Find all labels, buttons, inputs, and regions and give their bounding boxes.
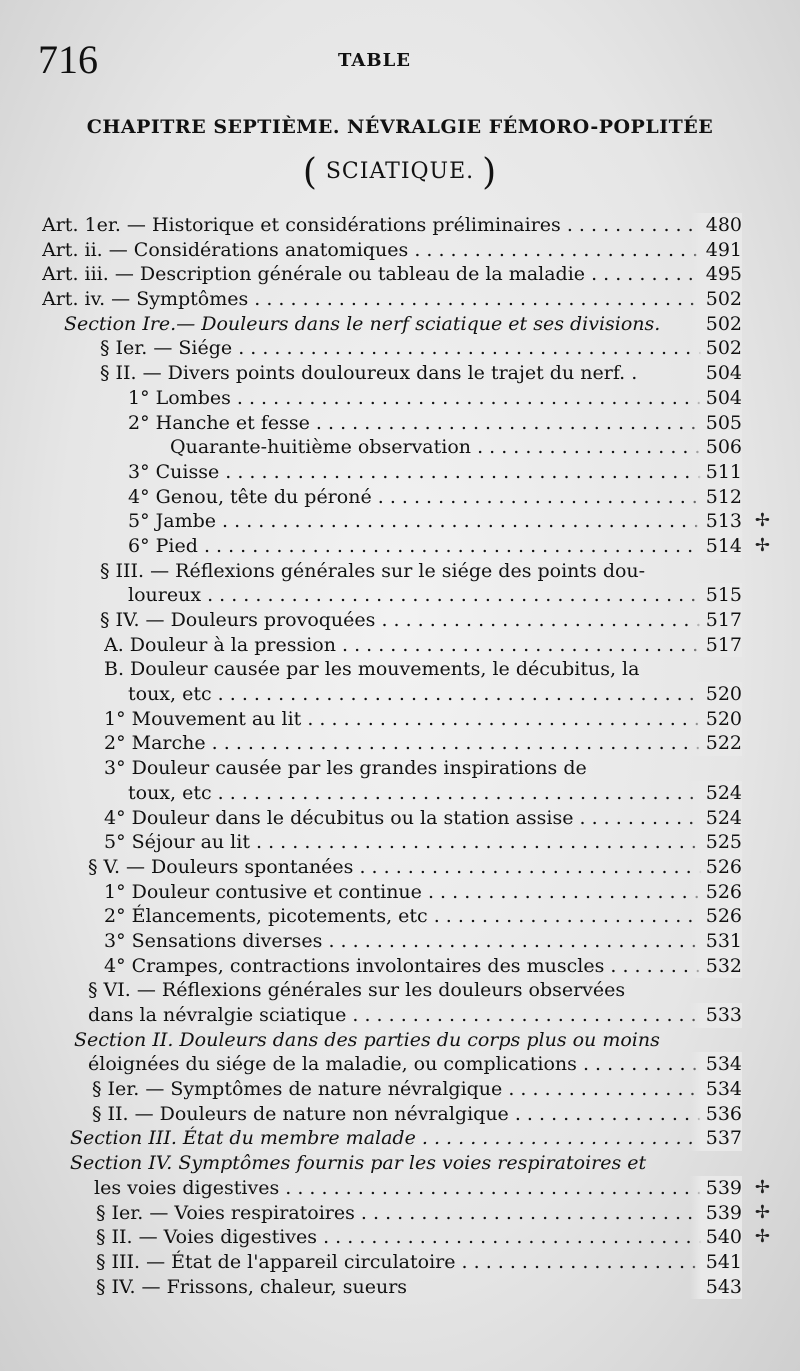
toc-page-number: 506 — [690, 435, 742, 460]
toc-entry: les voies digestives . . . 539 ✢ — [94, 1176, 742, 1201]
margin-mark-icon: ✢ — [754, 1226, 770, 1248]
toc-entry: 1° Lombes . . . 504 — [128, 386, 742, 411]
toc-page-number: 495 — [690, 262, 742, 287]
toc-entry: Art. iii. — Description générale ou tableau de la maladie . . . 495 — [42, 262, 742, 287]
chapter-subtitle-text: SCIATIQUE. — [325, 159, 475, 184]
toc-entry: 5° Jambe . . . 513 ✢ — [128, 509, 742, 534]
toc-entry: § VI. — Réflexions générales sur les douleurs observées — [88, 979, 626, 1002]
toc-page-number: 531 — [690, 929, 742, 954]
toc-entry: toux, etc . . . 520 — [128, 682, 742, 707]
toc-page-number: 520 — [690, 707, 742, 732]
toc-page-number: 524 — [690, 806, 742, 831]
toc-entry: toux, etc . . . 524 — [128, 781, 742, 806]
table-of-contents — [42, 213, 770, 1299]
page-header — [38, 30, 760, 80]
toc-page-number: 480 — [690, 213, 742, 238]
toc-entry: § V. — Douleurs spontanées . . . 526 — [88, 855, 742, 880]
toc-entry: Section III. État du membre malade . . . 537 — [70, 1126, 742, 1151]
toc-page-number: 517 — [690, 608, 742, 633]
toc-entry: § III. — État de l'appareil circulatoire . . . 541 — [96, 1250, 742, 1275]
toc-entry: 3° Douleur causée par les grandes inspirations de — [104, 757, 587, 780]
toc-entry: A. Douleur à la pression . . . 517 — [104, 633, 742, 658]
toc-entry: 5° Séjour au lit . . . 525 — [104, 830, 742, 855]
toc-page-number: 532 — [690, 954, 742, 979]
toc-page-number: 526 — [690, 855, 742, 880]
toc-entry: 6° Pied . . . 514 ✢ — [128, 534, 742, 559]
toc-page-number: 491 — [690, 238, 742, 263]
toc-entry: § Ier. — Symptômes de nature névralgique . . . 534 — [92, 1077, 742, 1102]
toc-entry: Section Ire.— Douleurs dans le nerf sciatique et ses divisions. 502 — [64, 312, 742, 335]
margin-mark-icon: ✢ — [754, 1201, 770, 1223]
toc-page-number: 505 — [690, 411, 742, 436]
toc-page-number: 526 — [690, 880, 742, 905]
toc-entry: Quarante-huitième observation . . . 506 — [170, 435, 742, 460]
toc-page-number: 514 ✢ — [690, 534, 742, 559]
toc-entry: § IV. — Frissons, chaleur, sueurs 543 — [96, 1275, 742, 1298]
toc-entry: Art. 1er. — Historique et considérations préliminaires . . . 480 — [42, 213, 742, 238]
toc-entry: § Ier. — Voies respiratoires . . . 539 ✢ — [96, 1201, 742, 1226]
toc-page-number: 511 — [690, 460, 742, 485]
margin-mark-icon: ✢ — [754, 510, 770, 532]
toc-entry: 1° Mouvement au lit . . . 520 — [104, 707, 742, 732]
toc-page-number: 502 — [690, 287, 742, 312]
toc-page-number: 534 — [690, 1077, 742, 1102]
toc-entry: loureux . . . 515 — [128, 583, 742, 608]
page-number: 716 — [38, 37, 98, 82]
toc-entry: 2° Élancements, picotements, etc . . . 526 — [104, 904, 742, 929]
toc-entry: § III. — Réflexions générales sur le siége des points dou- — [100, 559, 646, 582]
toc-page-number: 517 — [690, 633, 742, 658]
toc-entry: § Ier. — Siége . . . 502 — [100, 336, 742, 361]
close-paren: ) — [482, 152, 498, 193]
margin-mark-icon: ✢ — [754, 534, 770, 556]
toc-page-number: 512 — [690, 485, 742, 510]
toc-entry: 3° Sensations diverses . . . 531 — [104, 929, 742, 954]
toc-entry: éloignées du siége de la maladie, ou complications . . . 534 — [88, 1052, 742, 1077]
open-paren: ( — [302, 152, 318, 193]
toc-page-number: 539 ✢ — [690, 1176, 742, 1201]
toc-entry: 4° Genou, tête du péroné . . . 512 — [128, 485, 742, 510]
toc-page-number: 515 — [690, 583, 742, 608]
toc-page-number: 520 — [690, 682, 742, 707]
toc-page-number: 536 — [690, 1102, 742, 1127]
toc-page-number: 504 — [690, 361, 742, 386]
toc-entry: Section II. Douleurs dans des parties du corps plus ou moins — [74, 1028, 660, 1051]
toc-entry: B. Douleur causée par les mouvements, le décubitus, la — [104, 658, 640, 681]
margin-mark-icon: ✢ — [754, 1176, 770, 1198]
toc-entry: 2° Hanche et fesse . . . 505 — [128, 411, 742, 436]
toc-page-number: 540 ✢ — [690, 1225, 742, 1250]
toc-page-number: 539 ✢ — [690, 1201, 742, 1226]
chapter-title: CHAPITRE SEPTIÈME. NÉVRALGIE FÉMORO-POPLITÉE — [86, 116, 714, 138]
toc-page-number: 522 — [690, 731, 742, 756]
toc-entry: 4° Douleur dans le décubitus ou la station assise . . . 524 — [104, 806, 742, 831]
toc-page-number: 502 — [690, 312, 742, 337]
toc-entry: 3° Cuisse . . . 511 — [128, 460, 742, 485]
toc-page-number: 533 — [690, 1003, 742, 1028]
toc-entry: 1° Douleur contusive et continue . . . 526 — [104, 880, 742, 905]
toc-page-number: 513 ✢ — [690, 509, 742, 534]
toc-page-number: 524 — [690, 781, 742, 806]
toc-entry: Art. ii. — Considérations anatomiques . . . 491 — [42, 238, 742, 263]
running-title: TABLE — [338, 50, 411, 71]
toc-entry: § II. — Voies digestives . . . 540 ✢ — [96, 1225, 742, 1250]
toc-entry: dans la névralgie sciatique . . . 533 — [88, 1003, 742, 1028]
toc-page-number: 526 — [690, 904, 742, 929]
toc-page-number: 543 — [690, 1275, 742, 1300]
toc-entry: 2° Marche . . . 522 — [104, 731, 742, 756]
toc-entry: § IV. — Douleurs provoquées . . . 517 — [100, 608, 742, 633]
toc-page-number: 534 — [690, 1052, 742, 1077]
toc-entry: Art. iv. — Symptômes . . . 502 — [42, 287, 742, 312]
chapter-subtitle — [0, 152, 800, 193]
toc-page-number: 502 — [690, 336, 742, 361]
toc-page-number: 541 — [690, 1250, 742, 1275]
toc-entry: § II. — Divers points douloureux dans le trajet du nerf. . 504 — [100, 362, 742, 385]
toc-page-number: 537 — [690, 1126, 742, 1151]
toc-page-number: 525 — [690, 830, 742, 855]
toc-entry: § II. — Douleurs de nature non névralgique . . . 536 — [92, 1102, 742, 1127]
toc-entry: Section IV. Symptômes fournis par les voies respiratoires et — [70, 1152, 647, 1175]
toc-entry: 4° Crampes, contractions involontaires des muscles . . . 532 — [104, 954, 742, 979]
toc-page-number: 504 — [690, 386, 742, 411]
